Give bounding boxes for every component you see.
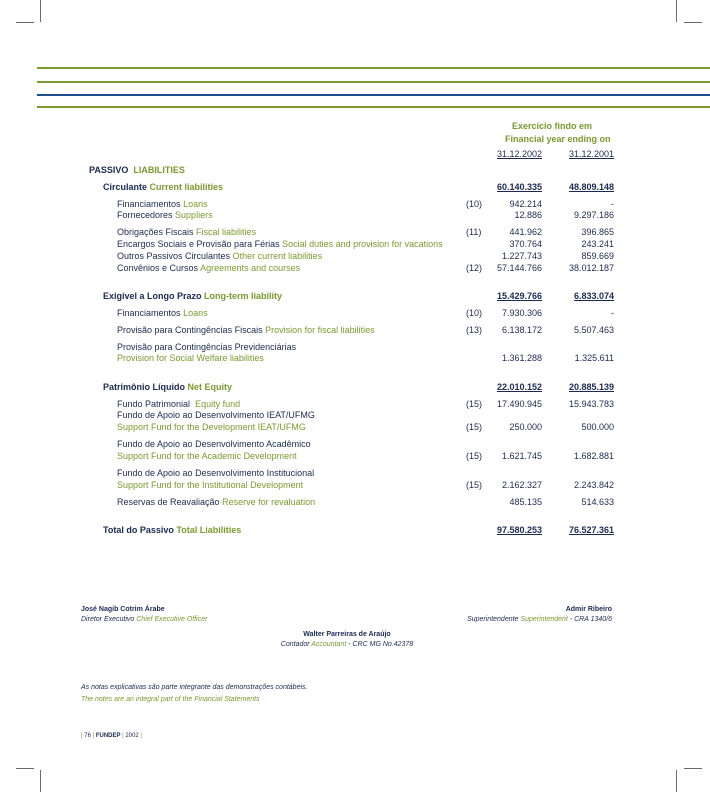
signature-left-role: Diretor Executivo Chief Executive Officer [81, 616, 208, 623]
group-total-2002: 15.429.766 [496, 291, 542, 301]
value-2002: 485.135 [509, 497, 542, 507]
header-title-en: Financial year ending on [505, 134, 611, 144]
value-2001: 1.325.611 [574, 353, 614, 363]
table-row-label: Provisão para Contingências Fiscais Provision for fiscal liabilities [117, 325, 375, 335]
value-2002: 6.138.172 [501, 325, 542, 335]
page-number: 76 [84, 733, 91, 739]
group-total-2001: 20.885.139 [568, 382, 614, 392]
note-ref: (12) [466, 263, 483, 273]
table-row-label: Fundo de Apoio ao Desenvolvimento Acadêmico [117, 439, 311, 449]
value-2001: 15.943.783 [568, 399, 614, 409]
value-2001: - [611, 308, 614, 318]
value-2002: 441.962 [509, 227, 542, 237]
note-ref: (10) [466, 308, 483, 318]
signature-right-name: Admir Ribeiro [565, 606, 612, 613]
table-row-label: Financiamentos Loans [117, 199, 208, 209]
signature-center-role: Contador Accountant - CRC MG No.42378 [280, 641, 414, 648]
group-total-2001: 48.809.148 [568, 182, 614, 192]
table-row-label-en: Support Fund for the Academic Development [117, 451, 297, 461]
table-row-label: Obrigações Fiscais Fiscal liabilities [117, 227, 257, 237]
value-2001: 1.682.881 [573, 451, 614, 461]
value-2002: 17.490.945 [496, 399, 542, 409]
value-2001: - [611, 199, 614, 209]
note-ref: (13) [466, 325, 483, 335]
table-row-label: Fornecedores Suppliers [117, 210, 213, 220]
value-2002: 57.144.766 [496, 263, 542, 273]
value-2002: 250.000 [509, 422, 542, 432]
footnote-pt: As notas explicativas são parte integrante das demonstrações contábeis. [81, 684, 308, 691]
table-row-label: Financiamentos Loans [117, 308, 208, 318]
crop-mark [684, 22, 702, 23]
value-2002: 2.162.327 [501, 480, 542, 490]
group-total-2002: 22.010.152 [496, 382, 542, 392]
crop-mark [676, 0, 677, 22]
table-row-label: Fundo de Apoio ao Desenvolvimento Institucional [117, 468, 315, 478]
value-2001: 5.507.463 [573, 325, 614, 335]
value-2001: 2.243.842 [573, 480, 614, 490]
footer-org: FUNDEP [95, 733, 121, 739]
footer-year: 2002 [125, 733, 139, 739]
section-title: PASSIVO LIABILITIES [89, 165, 185, 175]
value-2002: 12.886 [514, 210, 542, 220]
footnote-en: The notes are an integral part of the Financial Statements [81, 696, 260, 703]
group-long-term-liability: Exigível a Longo Prazo Long-term liability [103, 291, 283, 301]
divider-blue [37, 94, 710, 96]
value-2001: 243.241 [581, 239, 614, 249]
table-row-label: Convênios e Cursos Agreements and courses [117, 263, 301, 273]
value-2002: 1.361.288 [501, 353, 542, 363]
group-current-liabilities: Circulante Current liabilities [103, 182, 224, 192]
value-2001: 500.000 [581, 422, 614, 432]
table-row-label: Outros Passivos Circulantes Other current liabilities [117, 251, 323, 261]
total-2002: 97.580.253 [496, 525, 542, 535]
value-2001: 514.633 [581, 497, 614, 507]
note-ref: (11) [466, 227, 482, 237]
note-ref: (15) [466, 480, 483, 490]
value-2001: 9.297.186 [573, 210, 614, 220]
group-total-2002: 60.140.335 [496, 182, 542, 192]
table-row-label-en: Support Fund for the Development IEAT/UFMG [117, 422, 306, 432]
note-ref: (15) [466, 422, 483, 432]
header-title-pt: Exercício findo em [512, 121, 593, 131]
table-row-label: Fundo Patrimonial Equity fund [117, 399, 241, 409]
table-row-label: Encargos Sociais e Provisão para Férias Social duties and provision for vacations [117, 239, 443, 249]
value-2002: 1.227.743 [501, 251, 542, 261]
page-footer: | 76 | FUNDEP | 2002 | [81, 733, 142, 739]
value-2002: 7.930.306 [501, 308, 542, 318]
divider-green [37, 67, 710, 69]
signature-right-role: Superintendente Superintendent - CRA 1340/6 [467, 616, 612, 623]
note-ref: (15) [466, 451, 483, 461]
value-2001: 38.012.187 [568, 263, 614, 273]
crop-mark [16, 22, 34, 23]
value-2002: 942.214 [509, 199, 542, 209]
crop-mark [684, 768, 702, 769]
group-net-equity: Patrimônio Líquido Net Equity [103, 382, 233, 392]
divider-green [37, 81, 710, 83]
value-2002: 370.764 [509, 239, 542, 249]
group-total-2001: 6.833.074 [573, 291, 614, 301]
table-row-label-en: Support Fund for the Institutional Development [117, 480, 304, 490]
total-liabilities-label: Total do Passivo Total Liabilities [103, 525, 242, 535]
crop-mark [16, 768, 34, 769]
table-row-label: Reservas de Reavaliação Reserve for revaluation [117, 497, 316, 507]
note-ref: (15) [466, 399, 483, 409]
crop-mark [676, 770, 677, 792]
crop-mark [40, 770, 41, 792]
value-2001: 859.669 [581, 251, 614, 261]
signature-left-name: José Nagib Cotrim Árabe [81, 606, 165, 613]
divider-green [37, 106, 710, 108]
signature-center-name: Walter Parreiras de Araújo [303, 631, 391, 638]
header-date-2002: 31.12.2002 [496, 149, 542, 159]
crop-mark [40, 0, 41, 22]
note-ref: (10) [466, 199, 483, 209]
table-row-label: Provisão para Contingências Previdenciárias [117, 342, 297, 352]
header-date-2001: 31.12.2001 [568, 149, 614, 159]
value-2001: 396.865 [581, 227, 614, 237]
table-row-label-en: Provision for Social Welfare liabilities [117, 353, 264, 363]
table-row-label: Fundo de Apoio ao Desenvolvimento IEAT/UFMG [117, 410, 315, 420]
total-2001: 76.527.361 [568, 525, 614, 535]
value-2002: 1.621.745 [501, 451, 542, 461]
